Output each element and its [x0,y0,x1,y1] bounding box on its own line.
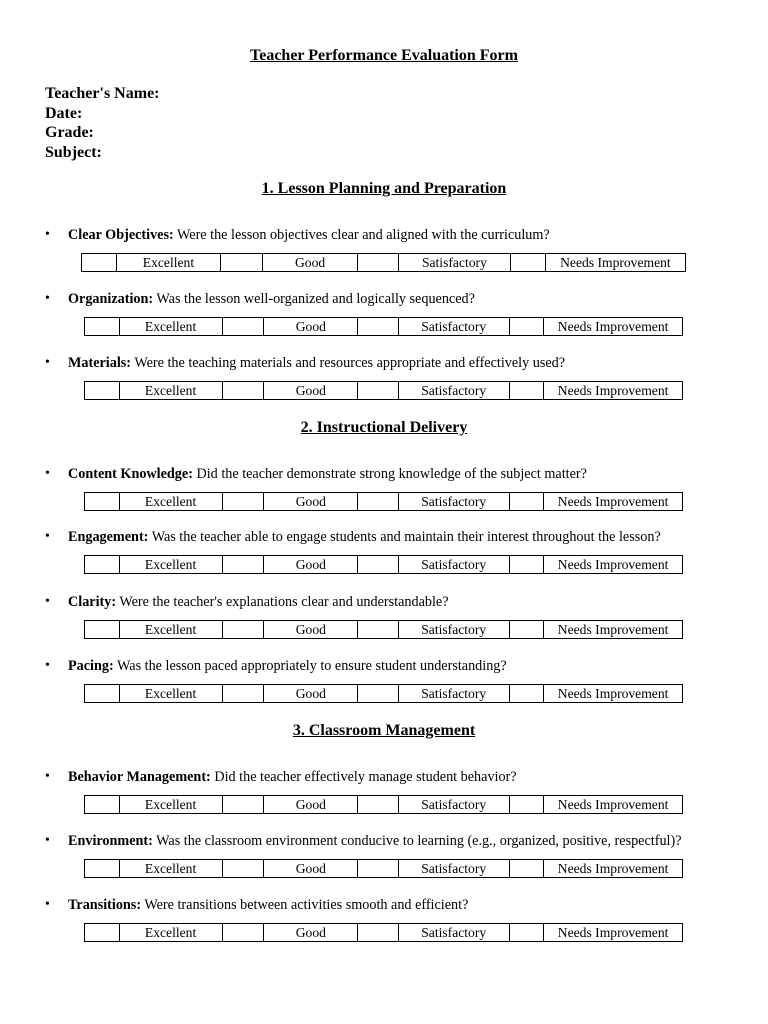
question-body: Was the lesson well-organized and logically sequenced? [156,291,475,307]
rating-label-excellent: Excellent [119,860,222,878]
rating-label-satisfactory: Satisfactory [398,621,509,639]
rating-table [84,317,683,336]
field-grade: Grade: [45,124,94,141]
rating-table [84,381,683,400]
rating-table [84,620,683,639]
rating-checkbox-satisfactory[interactable] [358,318,399,336]
rating-table [81,253,686,272]
rating-label-good: Good [264,924,358,942]
rating-checkbox-satisfactory[interactable] [358,685,399,703]
bullet-icon: • [45,355,50,370]
rating-checkbox-good[interactable] [222,685,264,703]
rating-label-satisfactory: Satisfactory [399,254,511,272]
rating-checkbox-good[interactable] [222,556,264,574]
rating-checkbox-good[interactable] [222,860,264,878]
question-label: Clarity: [68,594,117,610]
bullet-icon: • [45,769,50,784]
rating-checkbox-needs-improvement[interactable] [509,318,544,336]
question-text [68,657,507,675]
rating-checkbox-satisfactory[interactable] [358,796,399,814]
rating-checkbox-good[interactable] [222,621,264,639]
rating-label-good: Good [264,685,358,703]
rating-checkbox-needs-improvement[interactable] [510,254,545,272]
bullet-icon: • [45,658,50,673]
rating-label-satisfactory: Satisfactory [398,796,509,814]
rating-label-needs-improvement: Needs Improvement [545,254,685,272]
section-title: 2. Instructional Delivery [300,419,468,436]
rating-label-needs-improvement: Needs Improvement [544,924,683,942]
question-body: Were the teacher's explanations clear and understandable? [119,594,449,610]
rating-checkbox-excellent[interactable] [85,621,120,639]
rating-label-good: Good [264,860,358,878]
rating-label-good: Good [264,796,358,814]
question-label: Behavior Management: [68,769,211,785]
rating-checkbox-good[interactable] [220,254,262,272]
rating-label-satisfactory: Satisfactory [398,924,509,942]
question-body: Was the classroom environment conducive to learning (e.g., organized, positive, respectful)? [156,833,682,849]
rating-label-excellent: Excellent [117,254,221,272]
question-text [68,290,475,308]
question-label: Clear Objectives: [68,227,174,243]
question-text [68,768,517,786]
question-body: Did the teacher demonstrate strong knowledge of the subject matter? [196,466,587,482]
question-label: Organization: [68,291,154,307]
question-label: Environment: [68,833,153,849]
question-label: Transitions: [68,897,142,913]
question-body: Were the lesson objectives clear and aligned with the curriculum? [177,227,550,243]
rating-label-needs-improvement: Needs Improvement [544,860,683,878]
rating-checkbox-satisfactory[interactable] [358,382,399,400]
rating-checkbox-good[interactable] [222,924,264,942]
question-text [68,593,449,611]
rating-checkbox-good[interactable] [222,382,264,400]
rating-label-needs-improvement: Needs Improvement [544,685,683,703]
rating-label-needs-improvement: Needs Improvement [544,318,683,336]
rating-label-excellent: Excellent [119,621,222,639]
section-title: 1. Lesson Planning and Preparation [261,180,507,197]
rating-label-satisfactory: Satisfactory [398,556,509,574]
rating-label-excellent: Excellent [119,924,222,942]
bullet-icon: • [45,529,50,544]
rating-checkbox-good[interactable] [222,796,264,814]
rating-checkbox-needs-improvement[interactable] [509,382,544,400]
rating-checkbox-needs-improvement[interactable] [509,493,544,511]
field-teacher-name: Teacher's Name: [45,85,160,102]
rating-checkbox-excellent[interactable] [85,685,120,703]
rating-label-needs-improvement: Needs Improvement [544,621,683,639]
rating-checkbox-satisfactory[interactable] [358,924,399,942]
rating-label-good: Good [264,318,358,336]
rating-label-good: Good [264,621,358,639]
rating-checkbox-excellent[interactable] [85,796,120,814]
rating-checkbox-excellent[interactable] [85,556,120,574]
rating-table [84,795,683,814]
rating-table [84,923,683,942]
rating-checkbox-good[interactable] [222,493,264,511]
question-text [68,528,661,546]
rating-checkbox-needs-improvement[interactable] [509,621,544,639]
rating-label-excellent: Excellent [119,796,222,814]
rating-label-excellent: Excellent [119,318,222,336]
bullet-icon: • [45,897,50,912]
rating-label-needs-improvement: Needs Improvement [544,493,683,511]
rating-label-satisfactory: Satisfactory [398,493,509,511]
bullet-icon: • [45,291,50,306]
rating-table [84,859,683,878]
rating-checkbox-excellent[interactable] [85,493,120,511]
rating-label-excellent: Excellent [119,493,222,511]
question-body: Were transitions between activities smooth and efficient? [144,897,469,913]
question-label: Materials: [68,355,132,371]
rating-checkbox-satisfactory[interactable] [358,493,399,511]
rating-label-satisfactory: Satisfactory [398,382,509,400]
form-title: Teacher Performance Evaluation Form [250,47,518,64]
rating-checkbox-excellent[interactable] [85,860,120,878]
rating-label-satisfactory: Satisfactory [398,685,509,703]
rating-table [84,684,683,703]
rating-label-excellent: Excellent [119,685,222,703]
field-date: Date: [45,104,83,122]
rating-label-needs-improvement: Needs Improvement [544,556,683,574]
rating-checkbox-needs-improvement[interactable] [509,860,544,878]
header-fields [45,84,160,162]
rating-checkbox-needs-improvement[interactable] [509,556,544,574]
rating-label-good: Good [264,556,358,574]
rating-checkbox-excellent[interactable] [82,254,117,272]
rating-checkbox-excellent[interactable] [85,924,120,942]
rating-checkbox-satisfactory[interactable] [358,556,399,574]
rating-checkbox-satisfactory[interactable] [357,254,398,272]
question-text [68,832,682,850]
rating-checkbox-satisfactory[interactable] [358,621,399,639]
question-text [68,354,565,372]
field-subject: Subject: [45,143,102,161]
question-body: Were the teaching materials and resources appropriate and effectively used? [134,355,566,371]
rating-label-needs-improvement: Needs Improvement [544,382,683,400]
rating-checkbox-excellent[interactable] [85,318,120,336]
rating-label-satisfactory: Satisfactory [398,318,509,336]
rating-checkbox-needs-improvement[interactable] [509,796,544,814]
rating-label-excellent: Excellent [119,556,222,574]
question-text [68,896,468,914]
rating-label-good: Good [264,493,358,511]
question-label: Engagement: [68,529,149,545]
question-label: Pacing: [68,658,114,674]
question-text [68,465,587,483]
bullet-icon: • [45,594,50,609]
rating-checkbox-excellent[interactable] [85,382,120,400]
rating-label-good: Good [264,382,358,400]
question-body: Was the lesson paced appropriately to ensure student understanding? [117,658,507,674]
question-body: Was the teacher able to engage students and maintain their interest throughout the lesson? [151,529,661,545]
rating-checkbox-needs-improvement[interactable] [509,685,544,703]
bullet-icon: • [45,466,50,481]
rating-checkbox-needs-improvement[interactable] [509,924,544,942]
rating-checkbox-good[interactable] [222,318,264,336]
rating-label-satisfactory: Satisfactory [398,860,509,878]
rating-label-good: Good [263,254,358,272]
rating-table [84,492,683,511]
bullet-icon: • [45,227,50,242]
question-label: Content Knowledge: [68,466,193,482]
rating-checkbox-satisfactory[interactable] [358,860,399,878]
rating-label-needs-improvement: Needs Improvement [544,796,683,814]
rating-table [84,555,683,574]
section-title: 3. Classroom Management [292,722,476,739]
question-text [68,226,550,244]
question-body: Did the teacher effectively manage student behavior? [214,769,517,785]
rating-label-excellent: Excellent [119,382,222,400]
bullet-icon: • [45,833,50,848]
